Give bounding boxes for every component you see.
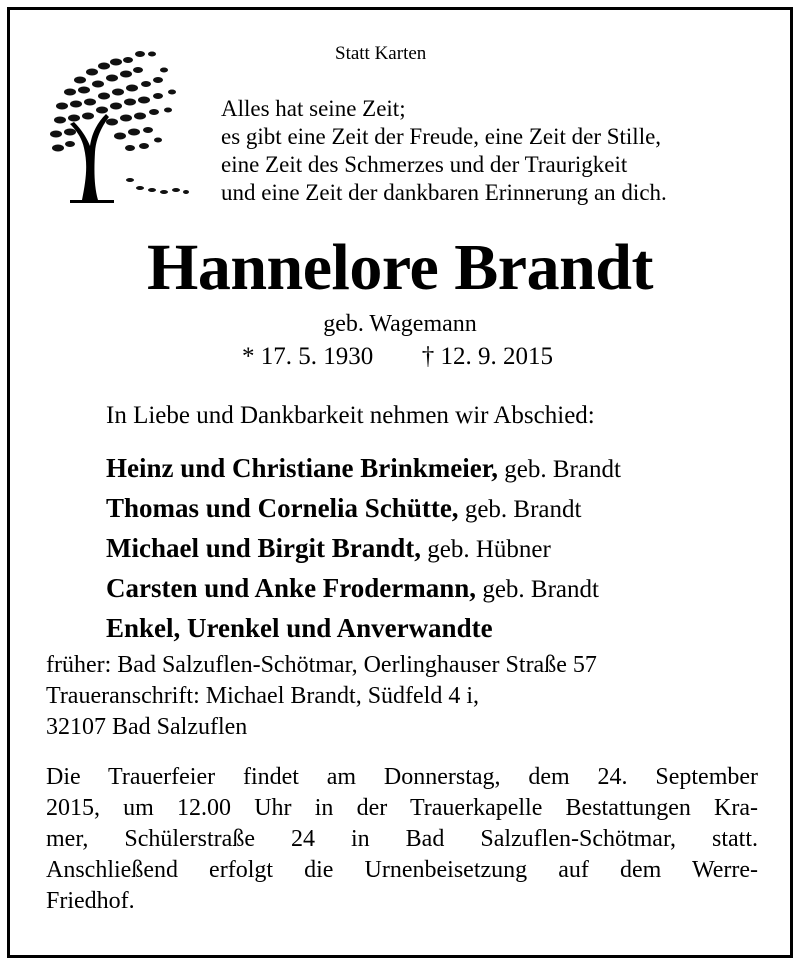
service-line: Anschließend erfolgt die Urnenbeisetzung auf dem Werre-	[46, 857, 758, 883]
poem-line: es gibt eine Zeit der Freude, eine Zeit der Stille,	[221, 124, 662, 149]
birth-date: * 17. 5. 1930	[242, 343, 374, 370]
mourner-row	[106, 528, 621, 568]
mourner-row	[106, 568, 621, 608]
poem	[221, 95, 667, 207]
mourner-names: Carsten und Anke Frodermann,	[106, 573, 477, 603]
mourner-note: geb. Hübner	[427, 536, 551, 563]
address-block	[46, 650, 597, 743]
life-dates	[242, 343, 553, 371]
address-line: Traueranschrift: Michael Brandt, Südfeld 4 i,	[46, 683, 480, 709]
mourner-note: geb. Brandt	[504, 456, 621, 483]
service-line: mer, Schülerstraße 24 in Bad Salzuflen-Schötmar, statt.	[46, 826, 758, 852]
birth-name: geb. Wagemann	[323, 311, 477, 337]
mourner-row	[106, 608, 621, 648]
poem-line: eine Zeit des Schmerzes und der Traurigkeit	[221, 152, 628, 177]
service-line: Die Trauerfeier findet am Donnerstag, dem 24. September	[46, 764, 758, 790]
mourner-note: geb. Brandt	[464, 496, 582, 523]
mourners-list	[106, 448, 621, 648]
poem-line: Alles hat seine Zeit;	[221, 96, 406, 121]
mourner-row	[106, 448, 621, 488]
mourner-names: Michael und Birgit Brandt,	[106, 533, 422, 563]
service-announcement	[46, 762, 758, 917]
death-date: † 12. 9. 2015	[421, 343, 553, 370]
mourner-names: Thomas und Cornelia Schütte,	[106, 493, 459, 523]
mourner-note: geb. Brandt	[482, 576, 599, 603]
address-line: 32107 Bad Salzuflen	[46, 714, 248, 740]
deceased-name: Hannelore Brandt	[147, 231, 653, 304]
service-line: Friedhof.	[46, 888, 135, 914]
tree-illustration	[40, 40, 190, 210]
service-line: 2015, um 12.00 Uhr in der Trauerkapelle Bestattungen Kra-	[46, 795, 758, 821]
mourner-names: Heinz und Christiane Brinkmeier,	[106, 453, 499, 483]
poem-line: und eine Zeit der dankbaren Erinnerung an dich.	[221, 180, 667, 205]
header-statt-karten: Statt Karten	[335, 43, 427, 64]
address-line: früher: Bad Salzuflen-Schötmar, Oerlinghauser Straße 57	[46, 652, 597, 678]
mourner-names: Enkel, Urenkel und Anverwandte	[106, 613, 493, 643]
farewell-line: In Liebe und Dankbarkeit nehmen wir Abschied:	[106, 402, 595, 429]
mourner-row	[106, 488, 621, 528]
